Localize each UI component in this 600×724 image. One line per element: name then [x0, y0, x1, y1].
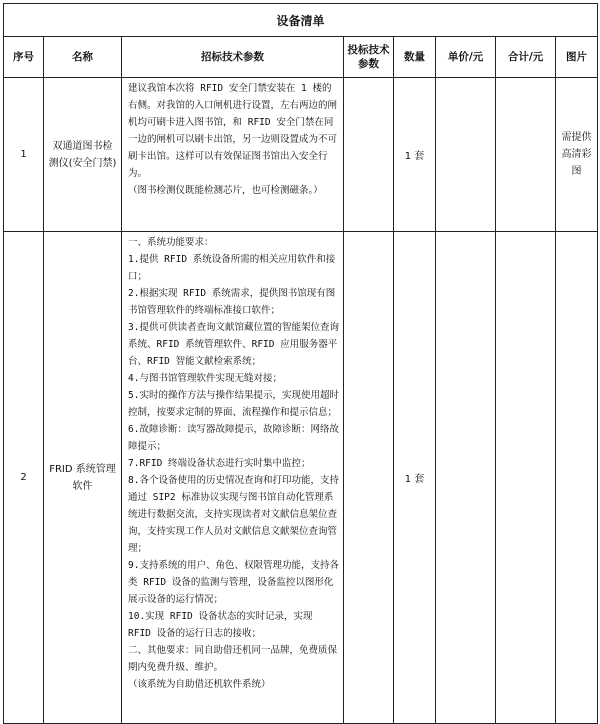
- spec-line: 1.提供 RFID 系统设备所需的相关应用软件和接口；: [128, 254, 336, 282]
- table-row: [4, 78, 598, 232]
- table-title: 设备清单: [4, 4, 598, 37]
- header-spec: 招标技术参数: [122, 37, 344, 78]
- row-bid-spec: [344, 232, 394, 724]
- spec-line: 建议我馆本次将 RFID 安全门禁安装在 1 楼的右侧。对我馆的入口闸机进行设置，左右两边的闸机均可刷卡进入图书馆，和 RFID 安全门禁在同一边的闸机可以刷卡出馆，另一边则设置成为不可刷卡出馆。这样可以有效保证图书馆出入安全行为。: [128, 83, 338, 179]
- row-unit-price: [436, 78, 496, 232]
- spec-line: 9.支持系统的用户、角色、权限管理功能，支持各类 RFID 设备的监测与管理，设备监控以图形化展示设备的运行情况；: [128, 560, 339, 605]
- table-row: [4, 232, 598, 724]
- spec-line: 一、系统功能要求：: [128, 237, 214, 248]
- spec-line: 2.根据实现 RFID 系统需求，提供图书馆现有图书馆管理软件的终端标准接口软件；: [128, 288, 336, 316]
- row-seq: 1: [4, 78, 44, 232]
- row-spec: [122, 78, 344, 232]
- row-seq: 2: [4, 232, 44, 724]
- spec-line: 3.提供可供读者查询文献馆藏位置的智能架位查询系统、RFID 系统管理软件、RFID 应用服务器平台、RFID 智能文献检索系统；: [128, 322, 339, 367]
- spec-line: 5.实时的操作方法与操作结果提示，实现使用超时控制，按要求定制的界面、流程操作和提示信息；: [128, 390, 339, 418]
- spec-line: 4.与图书馆管理软件实现无缝对接；: [128, 373, 282, 384]
- header-row: [4, 37, 598, 78]
- spec-line: 8.各个设备使用的历史情况查询和打印功能，支持通过 SIP2 标准协议实现与图书馆自动化管理系统进行数据交流，支持实现读者对文献信息架位查询，支持实现工作人员对文献信息文献架位查询管理；: [128, 475, 339, 554]
- row-qty: 1 套: [394, 232, 436, 724]
- row-name: FRID 系统管理软件: [44, 232, 122, 724]
- row-image: 需提供高清彩图: [556, 78, 598, 232]
- equipment-list-table: [3, 3, 598, 724]
- header-total: 合计/元: [496, 37, 556, 78]
- header-name: 名称: [44, 37, 122, 78]
- spec-line: 10.实现 RFID 设备状态的实时记录，实现 RFID 设备的运行日志的接收；: [128, 611, 313, 639]
- row-bid-spec: [344, 78, 394, 232]
- spec-line: 二、其他要求：同自助借还机同一品牌，免费质保期内免费升级、维护。: [128, 645, 338, 673]
- spec-line: （图书检测仪既能检测芯片，也可检测磁条。）: [128, 185, 323, 196]
- header-qty: 数量: [394, 37, 436, 78]
- row-spec: [122, 232, 344, 724]
- spec-line: 7.RFID 终端设备状态进行实时集中监控；: [128, 458, 311, 469]
- row-name: 双通道图书检测仪(安全门禁): [44, 78, 122, 232]
- header-seq: 序号: [4, 37, 44, 78]
- row-image: [556, 232, 598, 724]
- spec-line: （该系统为自助借还机软件系统）: [128, 679, 271, 690]
- row-unit-price: [436, 232, 496, 724]
- header-bid-spec: 投标技术参数: [344, 37, 394, 78]
- header-unit-price: 单价/元: [436, 37, 496, 78]
- header-image: 图片: [556, 37, 598, 78]
- row-total: [496, 232, 556, 724]
- spec-line: 6.故障诊断：读写器故障提示，故障诊断：网络故障提示；: [128, 424, 339, 452]
- row-total: [496, 78, 556, 232]
- row-qty: 1 套: [394, 78, 436, 232]
